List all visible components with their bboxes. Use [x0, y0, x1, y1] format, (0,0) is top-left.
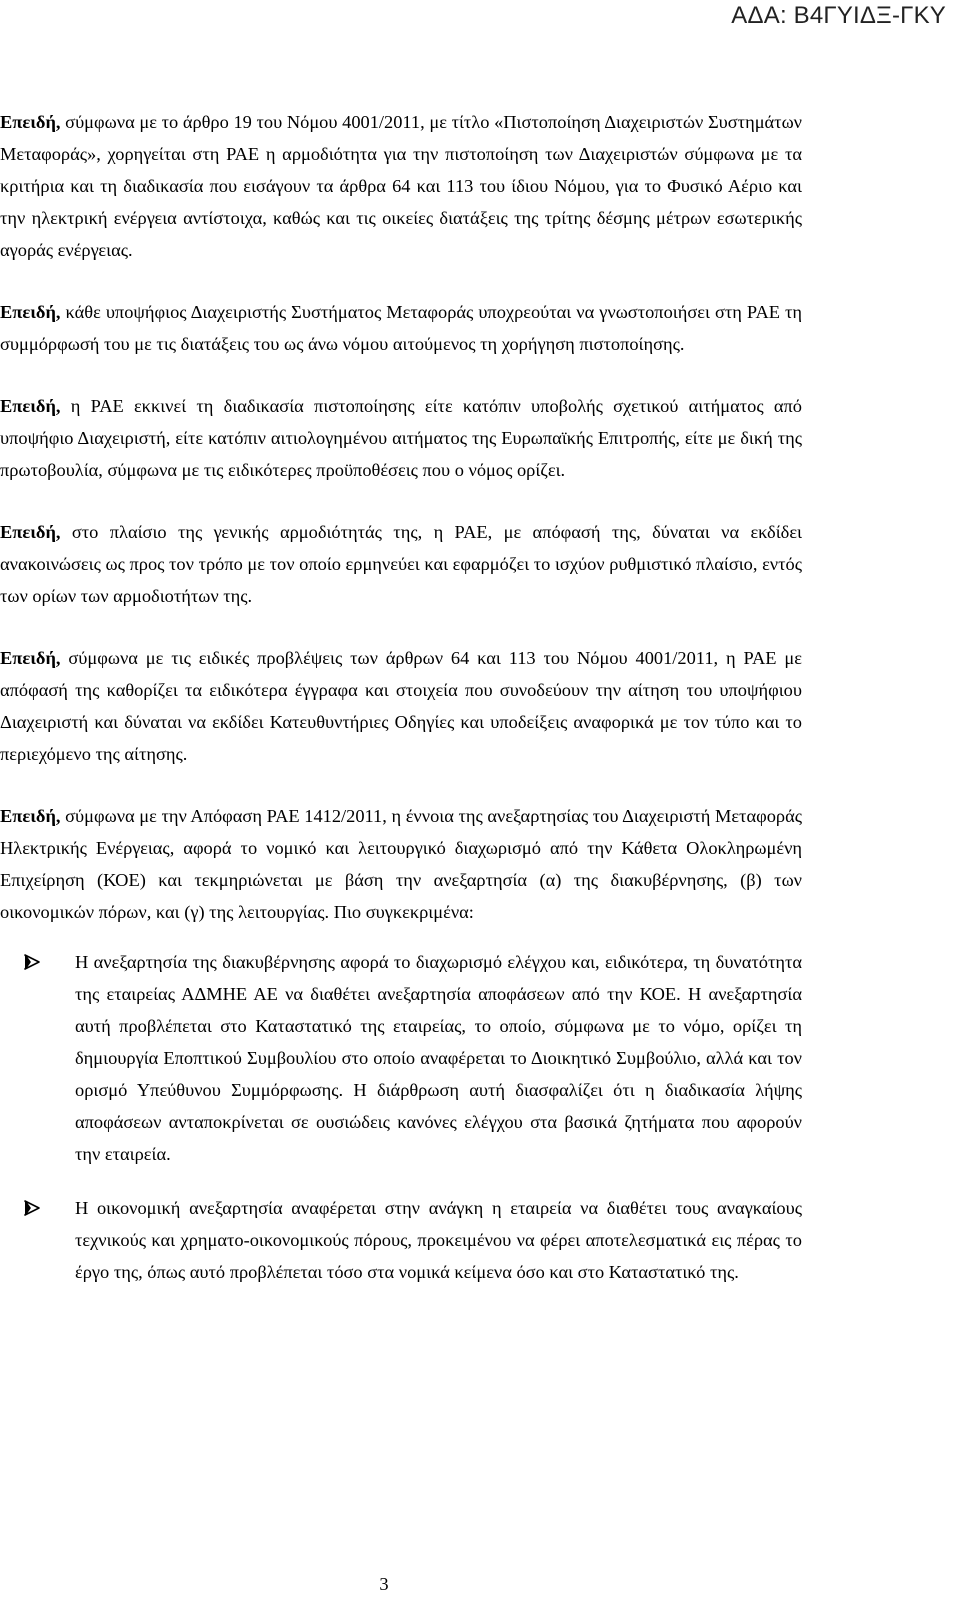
page-number: 3 [379, 1574, 389, 1594]
document-body [0, 106, 802, 1310]
bullet-list [0, 946, 802, 1288]
paragraph-text: σύμφωνα με τις ειδικές προβλέψεις των άρθρων 64 και 113 του Νόμου 4001/2011, η ΡΑΕ με απόφασή της καθορίζει τα ειδικότερα έγγραφα και στοιχεία που συνοδεύουν την αίτηση του υποψήφιου Διαχειριστή και δύναται να εκδίδει Κατευθυντήριες Οδηγίες και υποδείξεις αναφορικά με τον τύπο και το περιεχόμενο της αίτησης. [0, 648, 802, 764]
list-item [0, 1192, 802, 1288]
arrow-bullet-icon [23, 1192, 47, 1224]
paragraph-text: σύμφωνα με την Απόφαση ΡΑΕ 1412/2011, η έννοια της ανεξαρτησίας του Διαχειριστή Μεταφοράς Ηλεκτρικής Ενέργειας, αφορά το νομικό και λειτουργικό διαχωρισμό από την Κάθετα Ολοκληρωμένη Επιχείρηση (ΚΟΕ) και τεκμηριώνεται με βάση την ανεξαρτησία (α) της διακυβέρνησης, (β) των οικονομικών πόρων, και (γ) της λειτουργίας. Πιο συγκεκριμένα: [0, 806, 802, 922]
paragraph-text: στο πλαίσιο της γενικής αρμοδιότητάς της, η ΡΑΕ, με απόφασή της, δύναται να εκδίδει ανακοινώσεις ως προς τον τρόπο με τον οποίο ερμηνεύει και εφαρμόζει το ισχύον ρυθμιστικό πλαίσιο, εντός των ορίων των αρμοδιοτήτων της. [0, 522, 802, 606]
paragraph-3 [0, 390, 802, 486]
paragraph-lead: Επειδή, [0, 396, 61, 416]
ada-code-header: ΑΔΑ: Β4ΓΥΙΔΞ-ΓΚΥ [731, 2, 946, 29]
paragraph-4 [0, 516, 802, 612]
paragraph-lead: Επειδή, [0, 522, 61, 542]
paragraph-lead: Επειδή, [0, 112, 61, 132]
paragraph-text: κάθε υποψήφιος Διαχειριστής Συστήματος Μεταφοράς υποχρεούται να γνωστοποιήσει στη ΡΑΕ τη συμμόρφωσή του με τις διατάξεις του ως άνω νόμου αιτούμενος τη χορήγηση πιστοποίησης. [0, 302, 802, 354]
paragraph-5 [0, 642, 802, 770]
paragraph-lead: Επειδή, [0, 648, 61, 668]
paragraph-2 [0, 296, 802, 360]
paragraph-lead: Επειδή, [0, 302, 61, 322]
paragraph-1 [0, 106, 802, 266]
arrow-bullet-icon [23, 946, 47, 978]
list-item [0, 946, 802, 1170]
paragraph-text: η ΡΑΕ εκκινεί τη διαδικασία πιστοποίησης είτε κατόπιν υποβολής σχετικού αιτήματος από υποψήφιο Διαχειριστή, είτε κατόπιν αιτιολογημένου αιτήματος της Ευρωπαϊκής Επιτροπής, είτε με δική της πρωτοβουλία, σύμφωνα με τις ειδικότερες προϋποθέσεις που ο νόμος ορίζει. [0, 396, 802, 480]
paragraph-6 [0, 800, 802, 928]
paragraph-text: σύμφωνα με το άρθρο 19 του Νόμου 4001/2011, με τίτλο «Πιστοποίηση Διαχειριστών Συστημάτων Μεταφοράς», χορηγείται στη ΡΑΕ η αρμοδιότητα για την πιστοποίηση των Διαχειριστών σύμφωνα με τα κριτήρια και τη διαδικασία που εισάγουν τα άρθρα 64 και 113 του ίδιου Νόμου, για το Φυσικό Αέριο και την ηλεκτρική ενέργεια αντίστοιχα, καθώς και τις οικείες διατάξεις της τρίτης δέσμης μέτρων εσωτερικής αγοράς ενέργειας. [0, 112, 802, 260]
bullet-text: Η οικονομική ανεξαρτησία αναφέρεται στην ανάγκη η εταιρεία να διαθέτει τους αναγκαίους τεχνικούς και χρηματο-οικονομικούς πόρους, προκειμένου να φέρει αποτελεσματικά εις πέρας το έργο της, όπως αυτό προβλέπεται τόσο στα νομικά κείμενα όσο και στο Καταστατικό της. [75, 1198, 802, 1282]
bullet-text: Η ανεξαρτησία της διακυβέρνησης αφορά το διαχωρισμό ελέγχου και, ειδικότερα, τη δυνατότητα της εταιρείας ΑΔΜΗΕ ΑΕ να διαθέτει ανεξαρτησία αποφάσεων από την ΚΟΕ. Η ανεξαρτησία αυτή προβλέπεται στο Καταστατικό της εταιρείας, το οποίο, σύμφωνα με το νόμο, ορίζει τη δημιουργία Εποπτικού Συμβουλίου στο οποίο αναφέρεται το Διοικητικό Συμβούλιο, αλλά και τον ορισμό Υπεύθυνου Συμμόρφωσης. Η διάρθρωση αυτή διασφαλίζει ότι η διαδικασία λήψης αποφάσεων ανταποκρίνεται σε ουσιώδεις κανόνες ελέγχου στα βασικά ζητήματα που αφορούν την εταιρεία. [75, 952, 802, 1164]
paragraph-lead: Επειδή, [0, 806, 61, 826]
